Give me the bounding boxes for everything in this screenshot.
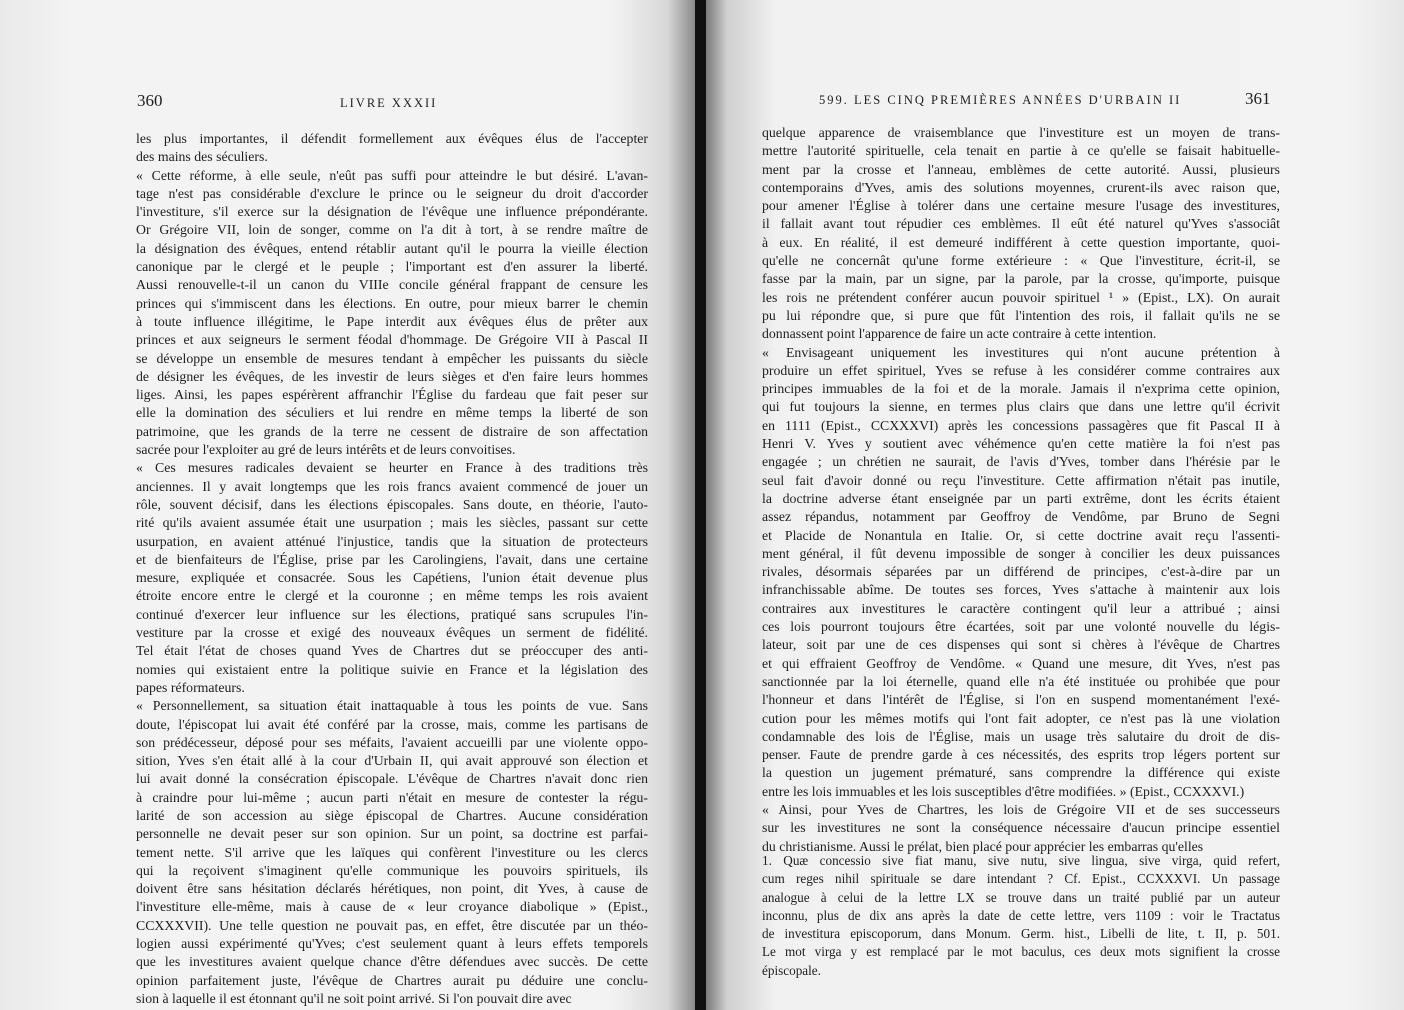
text-line: vestiture par la crosse et exigé des nouveaux évêques un serment de fidélité.: [136, 625, 648, 641]
book-gutter: [695, 0, 706, 1010]
text-line: qui fut toujours la sienne, en termes plus clairs que dans une lettre qu'il écrivit: [762, 399, 1280, 415]
text-line: Or Grégoire VII, loin de songer, comme on l'a dit à tort, à se rendre maître de: [136, 222, 648, 238]
text-line: l'investiture, s'il exerce sur la désignation de l'évêque une influence prépondérante.: [136, 204, 648, 220]
text-line: tement nette. S'il arrive que les laïques qui confèrent l'investiture ou les clercs: [136, 844, 648, 860]
text-line: son prédécesseur, déposé pour ses méfaits, l'avaient accueilli par une violente oppo-: [136, 734, 648, 750]
text-line: cution pour les mêmes motifs qui l'ont fait adopter, ce n'est pas là une violation: [762, 710, 1280, 726]
text-line: rivales, désormais séparées par un différend de principes, c'est-à-dire par un: [762, 564, 1280, 580]
text-line: doivent être sans hésitation déclarés hérétiques, non point, dit Yves, à cause de: [136, 881, 648, 897]
text-line: infranchissable abîme. De toutes ses forces, Yves s'attache à maintenir aux lois: [762, 582, 1280, 598]
text-line: cum reges nihil spirituale se dare intendant ? Cf. Epist., CCXXXVI. Un passage: [762, 871, 1280, 887]
text-line: se développe un ensemble de mesures tendant à empêcher les puissants du siècle: [136, 350, 648, 366]
text-line: anciennes. Il y avait longtemps que les rois francs avaient commencé de jouer un: [136, 478, 648, 494]
text-line: seul fait d'avoir donné ou reçu l'investiture. Cette affirmation n'était pas inutile,: [762, 472, 1280, 488]
text-line: sur les investitures ne sont la conséquence nécessaire d'aucun principe essentiel: [762, 820, 1280, 836]
text-line: Aussi renouvelle-t-il un canon du VIIIe concile général frappant de censure les: [136, 277, 648, 293]
text-line: donnassent point l'apparence de faire un acte contraire à cette intention.: [762, 326, 1157, 342]
text-line: la question un jugement prématuré, sans comprendre la différence qui existe: [762, 765, 1280, 781]
body-text: [136, 130, 648, 1008]
text-line: nomies qui existaient entre la politique suivie en France et la législation des: [136, 661, 648, 677]
text-line: Tel était l'état de choses quand Yves de Chartres dut se préoccuper des anti-: [136, 643, 648, 659]
text-line: du christianisme. Aussi le prélat, bien placé pour apprécier les embarras qu'elles: [762, 838, 1204, 854]
text-line: étroite encore entre le clergé et la couronne ; en même temps les rois avaient: [136, 588, 648, 604]
text-line: penser. Faute de prendre garde à ces nécessités, des esprits trop légers portent sur: [762, 747, 1280, 763]
text-line: entre les lois immuables et les lois susceptibles d'être modifiées. » (Epist., CCXXXVI.): [762, 783, 1245, 799]
text-line: « Ainsi, pour Yves de Chartres, les lois de Grégoire VII et de ses successeurs: [762, 801, 1280, 817]
text-line: les rois ne prétendent conférer aucun pouvoir spirituel ¹ » (Epist., LX). On aurait: [762, 289, 1280, 305]
text-line: continué d'exercer leur influence sur les élections, pratiqué sans scrupules l'in-: [136, 606, 648, 622]
text-line: qui la reçoivent s'imaginent qu'elle communique les pouvoirs spirituels, ils: [136, 862, 648, 878]
text-line: engagée ; un chrétien ne saurait, de l'avis d'Yves, tomber dans l'hérésie par le: [762, 454, 1280, 470]
text-line: pour amener l'Église à tolérer dans une certaine mesure l'usage des investitures,: [762, 198, 1280, 214]
text-line: rité qu'ils avaient assumée était une usurpation ; mais les siècles, passant sur cette: [136, 515, 648, 531]
text-line: les plus importantes, il défendit formellement aux évêques élus de l'accepter: [136, 131, 648, 146]
text-line: ment par la crosse et l'anneau, emblèmes de cette autorité. Aussi, plusieurs: [762, 161, 1280, 177]
text-line: l'honneur et dans l'intérêt de l'Église, si l'on en suspend momentanément l'exé-: [762, 692, 1280, 708]
text-line: opinion parfaitement juste, l'évêque de Chartres aurait pu déduire une conclu-: [136, 972, 648, 988]
text-line: la doctrine adverse étant enseignée par un parti extrême, dont les écrits étaient: [762, 490, 1280, 506]
text-line: sacrée pour l'exploiter au gré de leurs intérêts et de leurs convoitises.: [136, 442, 516, 458]
text-line: la désignation des évêques, entend rétablir autant qu'il le pourra la vieille élection: [136, 240, 648, 256]
right-page: [706, 0, 1404, 1010]
text-line: princes et aux seigneurs le serment féodal d'hommage. De Grégoire VII à Pascal II: [136, 332, 648, 348]
text-line: l'investiture elle-même, mais à cause de « leur croyance diabolique » (Epist.,: [136, 899, 648, 915]
text-line: usurpation, en avaient atténué l'injustice, tandis que la situation de protecteurs: [136, 533, 648, 549]
text-line: contemporains d'Yves, amis des solutions moyennes, crurent-ils avec raison que,: [762, 179, 1280, 195]
page-number: 361: [1245, 89, 1271, 108]
text-line: princes qui s'immiscent dans les élections. En outre, pour mieux barrer le chemin: [136, 295, 648, 311]
text-line: « Ces mesures radicales devaient se heurter en France à des traditions très: [136, 460, 648, 476]
text-line: sanctionnée par la loi éternelle, quand elle n'a été instituée ou prohibée que pour: [762, 673, 1280, 689]
text-line: Henri V. Yves y soutient avec véhémence qu'en cette matière la foi n'est pas: [762, 436, 1280, 452]
text-line: fasse par la main, par un signe, par la parole, par la crosse, qu'importe, puisque: [762, 271, 1280, 287]
text-line: principes immuables de la foi et de la morale. Jamais il n'exprima cette opinion,: [762, 381, 1280, 397]
text-line: canonique par le clergé et le peuple ; l'important est d'en assurer la liberté.: [136, 259, 648, 275]
text-line: à eux. En réalité, il est demeuré indifférent à cette question importante, quoi-: [762, 234, 1280, 250]
text-line: tage n'est pas considérable d'exclure le prince ou le seigneur du droit d'accorder: [136, 185, 648, 201]
text-line: contraires aux investitures le caractère contingent qu'il leur a attribué ; ainsi: [762, 600, 1280, 616]
text-line: que les investitures avaient quelque chance d'être défendues avec succès. De cette: [136, 954, 648, 970]
text-line: sition, Yves s'en était allé à la cour d'Urbain II, qui avait approuvé son élection et: [136, 753, 648, 769]
text-line: à craindre pour lui-même ; aucun parti n'était en mesure de contester la régu-: [136, 789, 648, 805]
text-line: à toute influence illégitime, le Pape interdit aux évêques élus de prêter aux: [136, 313, 648, 329]
text-line: et qui effraient Geoffroy de Vendôme. « Quand une mesure, dit Yves, n'est pas: [762, 655, 1280, 671]
text-line: patrimoine, que les grands de la terre ne cessent de distraire de son affectation: [136, 423, 648, 439]
text-line: liges. Ainsi, les papes espérèrent affranchir l'Église du fardeau que fait peser sur: [136, 387, 648, 403]
text-line: elle la domination des séculiers et lui rendre en même temps la liberté de son: [136, 405, 648, 421]
text-line: épiscopale.: [762, 962, 821, 978]
page-number: 360: [137, 91, 163, 110]
footnote: [762, 852, 1280, 980]
text-line: lateur, soit par une de ces dispenses qui sont si chères à l'évêque de Chartres: [762, 637, 1280, 653]
text-line: lui avait donné la consécration épiscopale. L'évêque de Chartres n'avait donc rien: [136, 771, 648, 787]
text-line: ment général, il fût devenu impossible de songer à concilier les deux puissances: [762, 545, 1280, 561]
text-line: condamnable des lois de l'Église, mais un usage très salutaire du droit de dis-: [762, 728, 1280, 744]
text-line: logien aussi expérimenté qu'Yves; c'est seulement quant à leurs effets temporels: [136, 936, 648, 952]
text-line: rôle, souvent décisif, dans les élections épiscopales. Sans doute, en théorie, l'auto-: [136, 496, 648, 512]
text-line: de désigner les évêques, de les investir de leurs sièges et d'en faire leurs hommes: [136, 368, 648, 384]
text-line: il fallait avant tout répudier ces emblèmes. Il eût été naturel qu'Yves s'associât: [762, 216, 1280, 232]
text-line: « Personnellement, sa situation était inattaquable à tous les points de vue. Sans: [136, 698, 648, 714]
text-line: en 1111 (Epist., CCXXXVI) après les concessions passagères que fit Pascal II à: [762, 417, 1280, 433]
text-line: et de bienfaiteurs de l'Église, prise par les Carolingiens, l'avait, dans une certaine: [136, 551, 648, 567]
text-line: produire un effet spirituel, Yves se refuse à les considérer comme contraires aux: [762, 362, 1280, 378]
text-line: « Cette réforme, à elle seule, n'eût pas suffi pour atteindre le but désiré. L'avan-: [136, 167, 648, 183]
running-head: LIVRE XXXII: [340, 96, 438, 110]
text-line: de investitura episcoporum, dans Monum. Germ. hist., Libelli de lite, t. II, p. 501.: [762, 926, 1280, 942]
text-line: analogue à celui de la lettre LX se trouve dans un traité publié par un auteur: [762, 889, 1280, 905]
text-line: ces lois pourront toujours être écartées, soit par une volonté nouvelle du légis-: [762, 619, 1280, 635]
text-line: CCXXXVII). Une telle question ne pouvait pas, en effet, être discutée par un théo-: [136, 917, 648, 933]
text-line: doute, l'épiscopat lui avait été conféré par la crosse, mais, comme les partisans de: [136, 716, 648, 732]
body-text: [762, 124, 1280, 856]
text-line: 1. Quæ concessio sive fiat manu, sive nutu, sive lingua, sive virga, quid refert,: [762, 853, 1280, 868]
text-line: larité de son accession au siège épiscopal de Chartres. Aucune considération: [136, 807, 648, 823]
text-line: mettre l'autorité spirituelle, cela tenait en partie à ce qu'elle se faisait habituelle-: [762, 143, 1280, 159]
text-line: « Envisageant uniquement les investitures qui n'ont aucune prétention à: [762, 344, 1280, 360]
text-line: Le mot virga y est remplacé par le mot baculus, ces deux mots signifient la crosse: [762, 944, 1280, 960]
text-line: et Placide de Nonantula en Italie. Or, si cette doctrine avait reçu l'assenti-: [762, 527, 1280, 543]
left-page: [0, 0, 695, 1010]
text-line: papes réformateurs.: [136, 679, 245, 695]
text-line: pu lui répondre que, si pure que fût l'intention des rois, il fallait qu'ils ne se: [762, 307, 1280, 323]
text-line: mesure, expliquée et consacrée. Sous les Capétiens, l'union était devenue plus: [136, 570, 648, 586]
text-line: sion à laquelle il est étonnant qu'il ne soit point arrivé. Si l'on pouvait dire avec: [136, 990, 572, 1006]
text-line: des mains des séculiers.: [136, 149, 268, 165]
text-line: quelque apparence de vraisemblance que l'investiture est un moyen de trans-: [762, 125, 1280, 140]
text-line: inconnu, plus de dix ans après la date de cette lettre, vers 1109 : voir le Tractatus: [762, 907, 1280, 923]
text-line: qu'elle ne concernât qu'une forme extérieure : « Que l'investiture, écrit-il, se: [762, 253, 1280, 269]
running-head: 599. LES CINQ PREMIÈRES ANNÉES D'URBAIN II: [819, 93, 1182, 107]
text-line: assez répandus, notamment par Geoffroy de Vendôme, par Bruno de Segni: [762, 509, 1280, 525]
text-line: personnelle ne devait peser sur son opinion. Sur un point, sa doctrine est parfai-: [136, 826, 648, 842]
